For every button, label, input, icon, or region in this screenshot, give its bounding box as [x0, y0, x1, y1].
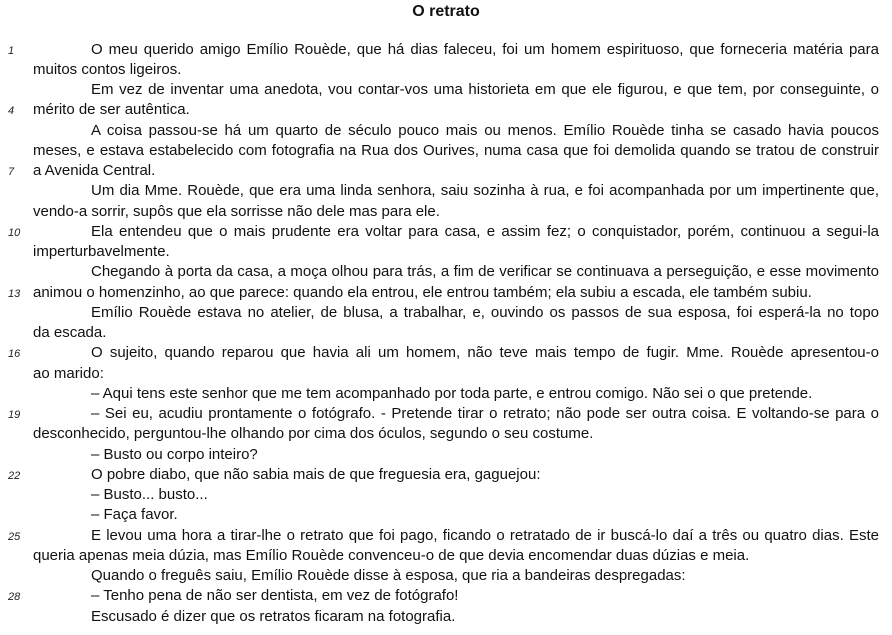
text-line: – Busto ou corpo inteiro?: [91, 445, 258, 463]
line-number: 13: [8, 287, 21, 300]
text-line: queria apenas meia dúzia, mas Emílio Rouède convenceu-o de que devia encomendar duas dúzias e meia.: [33, 546, 750, 564]
text-line: da escada.: [33, 324, 107, 341]
text-line: – Sei eu, acudiu prontamente o fotógrafo. - Pretende tirar o retrato; não pode ser outra coisa. E voltando-se para o: [91, 405, 879, 422]
text-line: Escusado é dizer que os retratos ficaram na fotografia.: [91, 607, 456, 625]
text-line: Em vez de inventar uma anedota, vou contar-vos uma historieta em que ele figurou, e que tem, por conseguinte, o: [91, 81, 879, 98]
page-title: O retrato: [412, 3, 480, 20]
text-line: desconhecido, perguntou-lhe olhando por cima dos óculos, segundo o seu costume.: [33, 425, 594, 443]
text-line: – Busto... busto...: [91, 486, 208, 503]
text-line: – Aqui tens este senhor que me tem acompanhado por toda parte, e entrou comigo. Não sei o que pretende.: [91, 384, 813, 402]
line-number: 10: [8, 226, 21, 239]
line-number: 25: [8, 530, 21, 543]
line-number: 22: [8, 469, 21, 482]
text-line: – Faça favor.: [91, 506, 178, 524]
text-line: muitos contos ligeiros.: [33, 60, 182, 78]
line-number: 16: [8, 348, 21, 361]
text-line: meses, e estava estabelecido com fotografia na Rua dos Ourives, numa casa que foi demolida quando se tratou de construir: [33, 141, 879, 159]
line-number: 1: [8, 44, 15, 57]
text-line: Um dia Mme. Rouède, que era uma linda senhora, saiu sozinha à rua, e foi acompanhada por um impertinente que,: [91, 182, 879, 200]
text-line: imperturbavelmente.: [33, 243, 170, 260]
text-line: A coisa passou-se há um quarto de século pouco mais ou menos. Emílio Rouède tinha se casado havia poucos: [91, 121, 879, 139]
text-line: animou o homenzinho, ao que parece: quando ela entrou, ele entrou também; ela subiu a escada, ele também subiu.: [33, 283, 812, 301]
text-line: a Avenida Central.: [33, 162, 156, 179]
text-line: O sujeito, quando reparou que havia ali um homem, não teve mais tempo de fugir. Mme. Rouède apresentou-o: [91, 344, 879, 362]
text-line: Quando o freguês saiu, Emílio Rouède disse à esposa, que ria a bandeiras despregadas:: [91, 567, 686, 584]
text-line: O pobre diabo, que não sabia mais de que freguesia era, gaguejou:: [91, 465, 541, 483]
text-line: Ela entendeu que o mais prudente era voltar para casa, e assim fez; o conquistador, porém, continuou a segui-la: [91, 222, 879, 240]
text-line: mérito de ser autêntica.: [33, 101, 190, 119]
text-line: Emílio Rouède estava no atelier, de blusa, a trabalhar, e, ouvindo os passos de sua esposa, foi esperá-la no topo: [91, 303, 879, 321]
text-line: E levou uma hora a tirar-lhe o retrato que foi pago, ficando o retratado de ir buscá-lo daí a três ou quatro dias. Este: [91, 526, 879, 544]
line-number: 19: [8, 409, 21, 421]
text-line: – Tenho pena de não ser dentista, em vez de fotógrafo!: [91, 587, 459, 605]
line-number: 7: [8, 166, 15, 178]
text-line: ao marido:: [33, 364, 104, 382]
line-number: 28: [8, 591, 21, 604]
text-line: O meu querido amigo Emílio Rouède, que há dias faleceu, foi um homem espirituoso, que forneceria matéria para: [91, 40, 879, 58]
text-line: Chegando à porta da casa, a moça olhou para trás, a fim de verificar se continuava a perseguição, e esse movimento: [91, 263, 879, 281]
line-number: 4: [8, 105, 15, 118]
text-line: vendo-a sorrir, supôs que ela sorrisse não dele mas para ele.: [33, 202, 440, 220]
